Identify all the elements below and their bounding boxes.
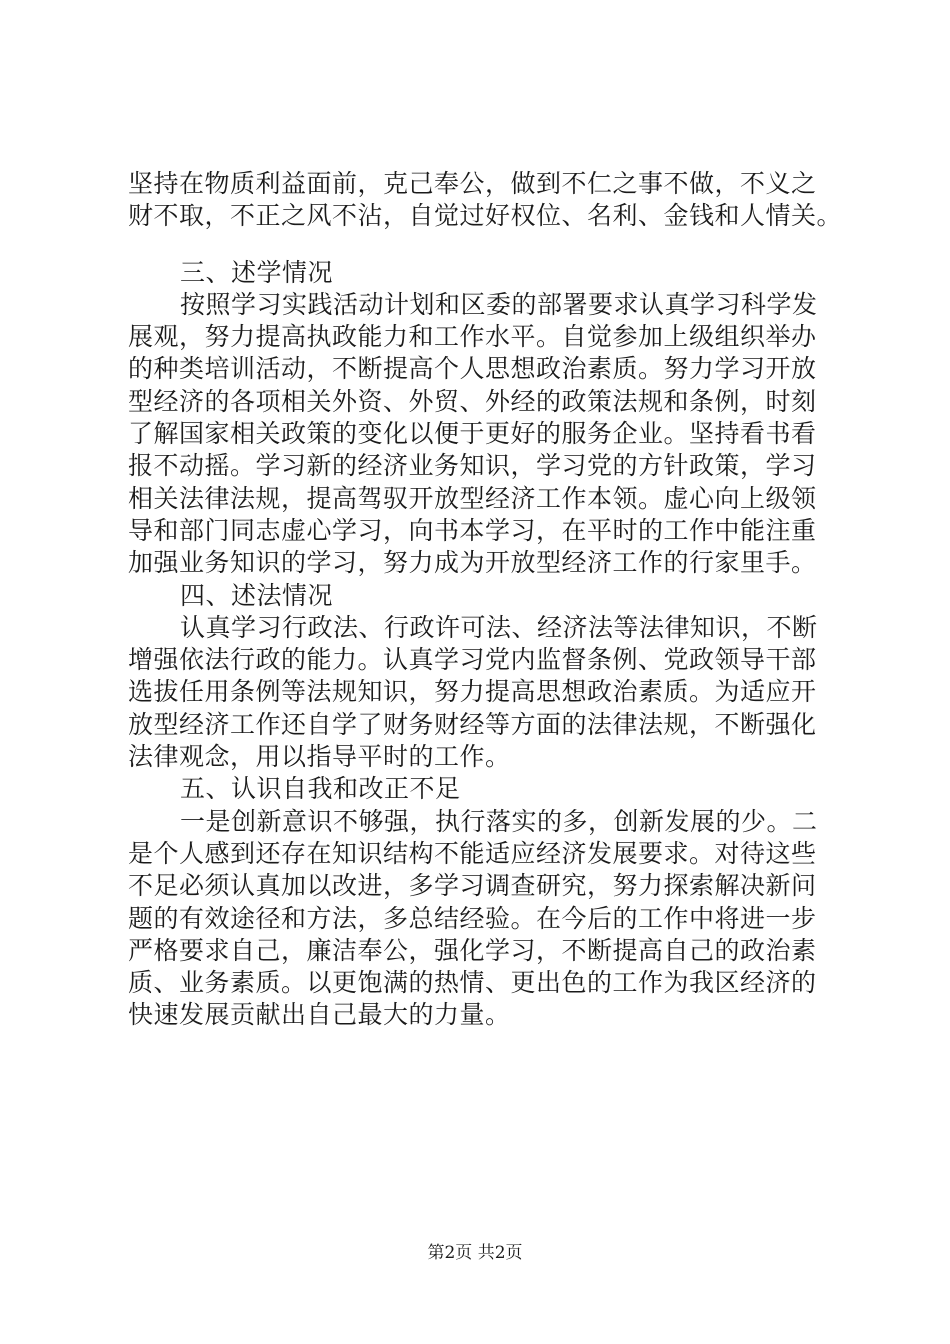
body-line: 法律观念，用以指导平时的工作。 <box>128 742 511 772</box>
body-line: 增强依法行政的能力。认真学习党内监督条例、党政领导干部 <box>128 645 817 675</box>
body-line: 质、业务素质。以更饱满的热情、更出色的工作为我区经济的 <box>128 968 817 998</box>
body-line: 型经济的各项相关外资、外贸、外经的政策法规和条例，时刻 <box>128 386 817 416</box>
section-heading-law: 四、述法情况 <box>180 580 334 610</box>
body-line: 一是创新意识不够强，执行落实的多，创新发展的少。二 <box>180 806 818 836</box>
body-line: 放型经济工作还自学了财务财经等方面的法律法规，不断强化 <box>128 709 817 739</box>
document-body <box>128 168 843 1032</box>
body-line: 快速发展贡献出自己最大的力量。 <box>128 1000 511 1030</box>
body-line: 按照学习实践活动计划和区委的部署要求认真学习科学发 <box>180 289 818 319</box>
section-heading-self: 五、认识自我和改正不足 <box>180 774 461 804</box>
body-line: 严格要求自己，廉洁奉公，强化学习，不断提高自己的政治素 <box>128 935 817 965</box>
body-line: 报不动摇。学习新的经济业务知识，学习党的方针政策，学习 <box>128 451 817 481</box>
body-line: 选拔任用条例等法规知识，努力提高思想政治素质。为适应开 <box>128 677 817 707</box>
body-line: 展观，努力提高执政能力和工作水平。自觉参加上级组织举办 <box>128 322 817 352</box>
body-line: 的种类培训活动，不断提高个人思想政治素质。努力学习开放 <box>128 354 817 384</box>
body-line: 认真学习行政法、行政许可法、经济法等法律知识，不断 <box>180 612 818 642</box>
body-line: 不足必须认真加以改进，多学习调查研究，努力探索解决新问 <box>128 871 817 901</box>
section-heading-study: 三、述学情况 <box>180 257 334 287</box>
body-line: 是个人感到还存在知识结构不能适应经济发展要求。对待这些 <box>128 838 817 868</box>
body-line: 相关法律法规，提高驾驭开放型经济工作本领。虚心向上级领 <box>128 483 817 513</box>
body-line: 了解国家相关政策的变化以便于更好的服务企业。坚持看书看 <box>128 419 817 449</box>
body-line: 坚持在物质利益面前，克己奉公，做到不仁之事不做，不义之 <box>128 169 817 198</box>
body-line: 题的有效途径和方法，多总结经验。在今后的工作中将进一步 <box>128 903 817 933</box>
body-line: 财不取，不正之风不沾，自觉过好权位、名利、金钱和人情关。 <box>128 201 843 231</box>
body-line: 导和部门同志虚心学习，向书本学习，在平时的工作中能注重 <box>128 515 817 545</box>
body-line: 加强业务知识的学习，努力成为开放型经济工作的行家里手。 <box>128 548 817 578</box>
page-number-footer: 第2页 共2页 <box>427 1243 523 1263</box>
